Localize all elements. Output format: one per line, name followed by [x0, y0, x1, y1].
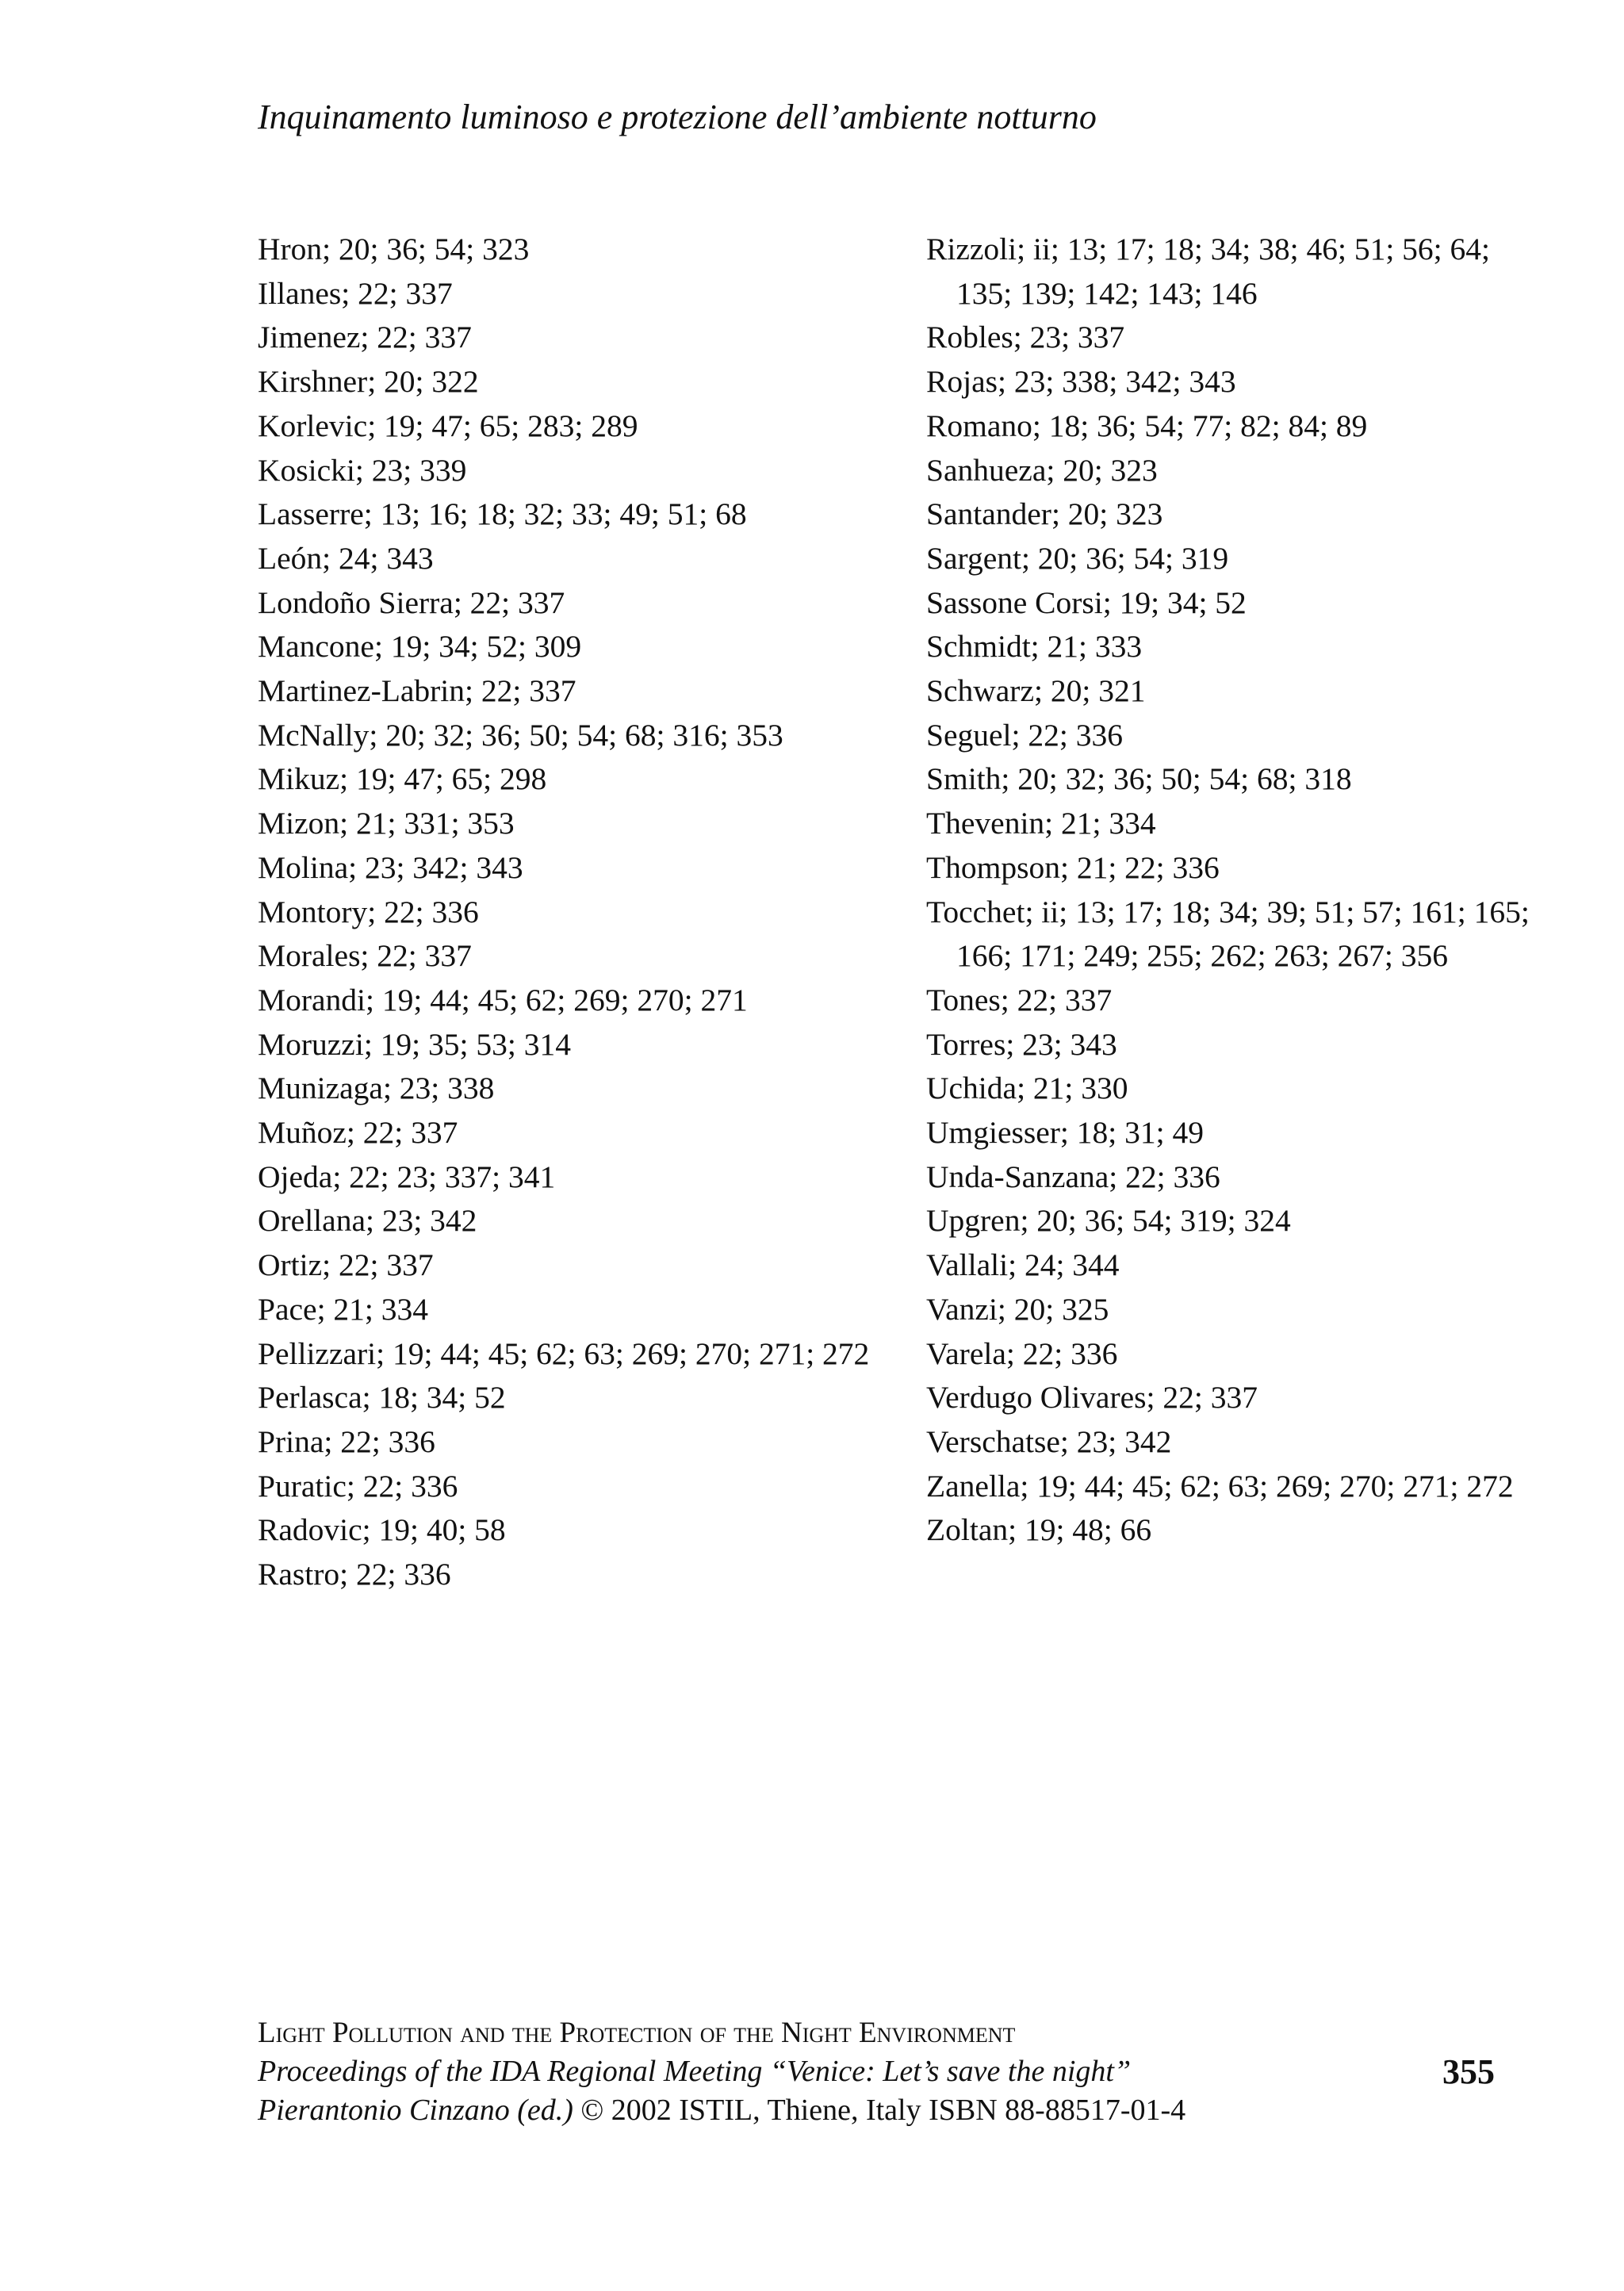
index-entry: Ojeda; 22; 23; 337; 341	[258, 1159, 556, 1194]
index-entry: Pellizzari; 19; 44; 45; 62; 63; 269; 270; 271; 272	[258, 1335, 870, 1371]
index-entry: Lasserre; 13; 16; 18; 32; 33; 49; 51; 68	[258, 496, 747, 532]
index-entry: Sargent; 20; 36; 54; 319	[926, 540, 1229, 576]
index-entry: Zanella; 19; 44; 45; 62; 63; 269; 270; 271; 272	[926, 1468, 1514, 1504]
index-entry: Morandi; 19; 44; 45; 62; 269; 270; 271	[258, 982, 748, 1017]
index-entry: Muñoz; 22; 337	[258, 1115, 458, 1151]
index-entry: Tocchet; ii; 13; 17; 18; 34; 39; 51; 57; 161; 165; 166; 171; 249; 255; 262; 263; 267; 356	[926, 894, 1530, 974]
index-entry: Smith; 20; 32; 36; 50; 54; 68; 318	[926, 761, 1352, 797]
index-entry: Sanhueza; 20; 323	[926, 452, 1158, 488]
index-entry: Mancone; 19; 34; 52; 309	[258, 629, 582, 665]
index-entry: Varela; 22; 336	[926, 1335, 1118, 1371]
index-entry: Prina; 22; 336	[258, 1423, 435, 1459]
index-entry: Molina; 23; 342; 343	[258, 849, 523, 885]
index-entry: León; 24; 343	[258, 540, 434, 576]
index-entry: McNally; 20; 32; 36; 50; 54; 68; 316; 353	[258, 717, 783, 753]
index-entry: Sassone Corsi; 19; 34; 52	[926, 584, 1247, 620]
index-entry: Kirshner; 20; 322	[258, 364, 479, 400]
index-entry: Montory; 22; 336	[258, 894, 479, 929]
index-entry: Korlevic; 19; 47; 65; 283; 289	[258, 408, 638, 443]
index-entry: Illanes; 22; 337	[258, 275, 453, 311]
index-entry: Puratic; 22; 336	[258, 1468, 458, 1504]
copyright-text: © 2002 ISTIL, Thiene, Italy ISBN 88-88517-01-4	[573, 2094, 1186, 2127]
index-entry: Rastro; 22; 336	[258, 1557, 451, 1592]
index-entry: Vallali; 24; 344	[926, 1247, 1120, 1283]
index-entry: Zoltan; 19; 48; 66	[926, 1512, 1152, 1548]
index-entry: Romano; 18; 36; 54; 77; 82; 84; 89	[926, 408, 1368, 443]
index-entry: Verschatse; 23; 342	[926, 1423, 1172, 1459]
index-entry: Unda-Sanzana; 22; 336	[926, 1159, 1220, 1194]
index-entry: Thevenin; 21; 334	[926, 806, 1156, 841]
index-entry: Robles; 23; 337	[926, 320, 1125, 355]
page-number: 355	[1442, 2052, 1495, 2091]
index-entry: Munizaga; 23; 338	[258, 1071, 495, 1106]
index-entry: Seguel; 22; 336	[926, 717, 1123, 753]
index-entry: Santander; 20; 323	[926, 496, 1163, 532]
editor-name: Pierantonio Cinzano (ed.)	[258, 2094, 573, 2127]
index-column-left	[258, 228, 884, 1597]
index-entry: Thompson; 21; 22; 336	[926, 849, 1220, 885]
index-entry: Schmidt; 21; 333	[926, 629, 1143, 665]
book-title: Light Pollution and the Protection of the Night Environment	[258, 2017, 1016, 2049]
proceedings-line: Proceedings of the IDA Regional Meeting “Venice: Let’s save the night”	[258, 2055, 1132, 2088]
index-entry: Mikuz; 19; 47; 65; 298	[258, 761, 547, 797]
index-entry: Rojas; 23; 338; 342; 343	[926, 364, 1236, 400]
index-entry: Torres; 23; 343	[926, 1026, 1117, 1062]
index-entry: Moruzzi; 19; 35; 53; 314	[258, 1026, 571, 1062]
editor-line	[258, 2091, 1495, 2130]
index-entry: Uchida; 21; 330	[926, 1071, 1128, 1106]
index-entry: Orellana; 23; 342	[258, 1203, 477, 1239]
index-entry: Umgiesser; 18; 31; 49	[926, 1115, 1204, 1151]
index-entry: Mizon; 21; 331; 353	[258, 806, 515, 841]
index-entry: Schwarz; 20; 321	[926, 673, 1146, 709]
index-entry: Verdugo Olivares; 22; 337	[926, 1380, 1258, 1416]
index-column-right	[926, 228, 1553, 1553]
index-entry: Rizzoli; ii; 13; 17; 18; 34; 38; 46; 51; 56; 64; 135; 139; 142; 143; 146	[926, 232, 1490, 311]
index-entry: Pace; 21; 334	[258, 1291, 429, 1327]
index-entry: Tones; 22; 337	[926, 982, 1113, 1017]
index-entry: Perlasca; 18; 34; 52	[258, 1380, 506, 1416]
page-footer	[258, 2013, 1495, 2130]
index-entry: Vanzi; 20; 325	[926, 1291, 1109, 1327]
running-header: Inquinamento luminoso e protezione dell’ambiente notturno	[258, 98, 1097, 136]
index-entry: Londoño Sierra; 22; 337	[258, 584, 565, 620]
index-entry: Morales; 22; 337	[258, 938, 472, 974]
index-entry: Hron; 20; 36; 54; 323	[258, 232, 530, 266]
index-entry: Jimenez; 22; 337	[258, 320, 472, 355]
index-entry: Martinez-Labrin; 22; 337	[258, 673, 576, 709]
index-entry: Ortiz; 22; 337	[258, 1247, 434, 1283]
index-entry: Kosicki; 23; 339	[258, 452, 467, 488]
index-entry: Radovic; 19; 40; 58	[258, 1512, 506, 1548]
index-entry: Upgren; 20; 36; 54; 319; 324	[926, 1203, 1291, 1239]
